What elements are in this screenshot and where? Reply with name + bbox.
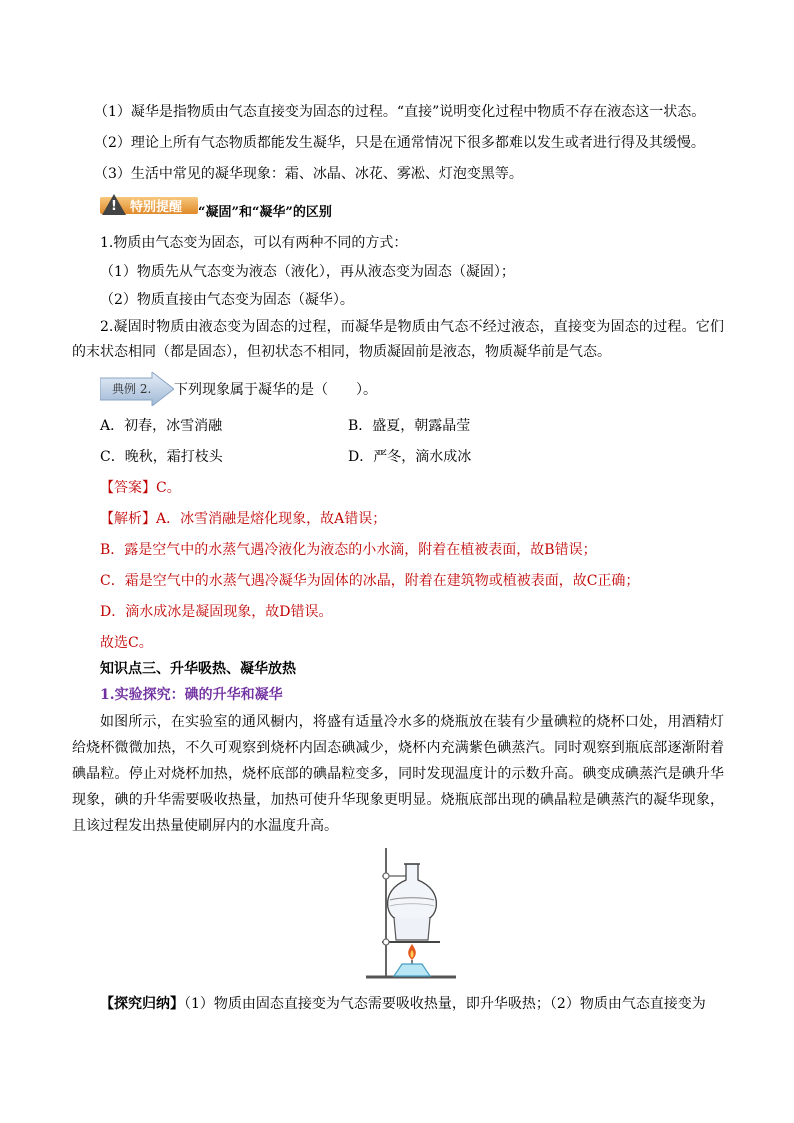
analysis-line: B．露是空气中的水蒸气遇冷液化为液态的小水滴，附着在植被表面，故B错误；	[100, 542, 597, 558]
conclusion: 故选C。	[100, 635, 153, 651]
section-title: 知识点三、升华吸热、凝华放热	[100, 661, 296, 677]
paragraph: （1）物质先从气态变为液态（液化），再从液态变为固态（凝固）；	[100, 264, 515, 280]
list-item: （3）生活中常见的凝华现象：霜、冰晶、冰花、雾凇、灯泡变黑等。	[94, 166, 523, 182]
example-badge	[100, 372, 174, 406]
list-item: （2）理论上所有气态物质都能发生凝华，只是在通常情况下很多都难以发生或者进行得及其缓慢。	[94, 135, 705, 151]
apparatus-illustration	[360, 846, 460, 982]
option-c: C．晚秋，霜打枝头	[100, 449, 223, 465]
option-b: B．盛夏，朝露晶莹	[348, 418, 471, 434]
list-item: （1）凝华是指物质由气态直接变为固态的过程。“直接”说明变化过程中物质不存在液态这一状态。	[94, 104, 706, 120]
paragraph: 如图所示，在实验室的通风橱内，将盛有适量冷水多的烧瓶放在装有少量碘粒的烧杯口处，用酒精灯给烧杯微微加热，不久可观察到烧杯内固态碘减少，烧杯内充满紫色碘蒸汽。同时观察到瓶底部逐渐附着碘晶粒。停止对烧杯加热，烧杯底部的碘晶粒变多，同时发现温度计的示数升高。碘变成碘蒸汽是碘升华现象，碘的升华需要吸收热量，加热可使升华现象更明显。烧瓶底部出现的碘晶粒是碘蒸汽的凝华现象，且该过程发出热量使刷屏内的水温度升高。	[72, 714, 724, 834]
section-subtitle: 1.实验探究：碘的升华和凝华	[100, 687, 283, 703]
example-badge-label: 典例 2.	[112, 382, 152, 396]
paragraph: 2.凝固时物质由液态变为固态的过程，而凝华是物质由气态不经过液态，直接变为固态的过程。它们的末状态相同（都是固态），但初状态不相同，物质凝固前是液态，物质凝华前是气态。	[72, 319, 724, 360]
summary-text: （1）物质由固态直接变为气态需要吸收热量，即升华吸热；（2）物质由气态直接变为	[184, 996, 706, 1012]
summary-label: 【探究归纳】	[100, 996, 184, 1012]
option-d: D．严冬，滴水成冰	[348, 449, 472, 465]
paragraph: （2）物质直接由气态变为固态（凝华）。	[100, 292, 354, 308]
analysis-line: 【解析】A．冰雪消融是熔化现象，故A错误；	[100, 511, 387, 527]
tip-badge: ! 特别提醒	[100, 194, 198, 216]
question: 下列现象属于凝华的是（ ）。	[174, 382, 377, 398]
summary	[100, 994, 706, 1014]
analysis-line: C．霜是空气中的水蒸气遇冷凝华为固体的冰晶，附着在建筑物或植被表面，故C正确；	[100, 573, 640, 589]
paragraph: 1.物质由气态变为固态，可以有两种不同的方式：	[100, 235, 408, 251]
answer: 【答案】C。	[100, 480, 181, 496]
tip-title: “凝固”和“凝华”的区别	[198, 205, 332, 220]
option-a: A．初春，冰雪消融	[100, 418, 223, 434]
tip-badge-label: 特别提醒	[130, 200, 183, 215]
analysis-line: D．滴水成冰是凝固现象，故D错误。	[100, 604, 333, 620]
